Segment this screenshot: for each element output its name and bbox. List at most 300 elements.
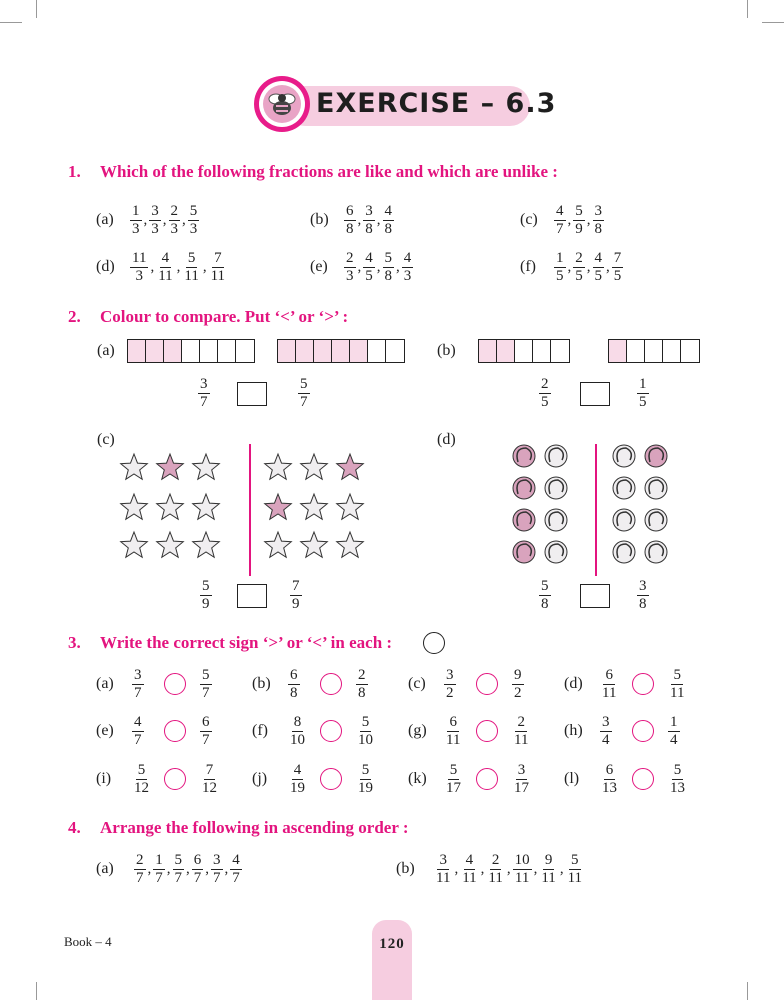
denominator: 7 — [136, 870, 144, 886]
fraction — [434, 852, 452, 887]
denominator: 11 — [514, 732, 529, 748]
fraction-right — [200, 714, 212, 749]
numerator: 3 — [517, 762, 526, 778]
star-shape — [193, 454, 220, 479]
star-shape — [265, 454, 292, 479]
comma-separator: , — [205, 861, 209, 877]
fraction — [344, 250, 356, 285]
denominator: 10 — [290, 732, 305, 748]
question-number: 2. — [68, 307, 81, 326]
star-shape — [121, 532, 148, 557]
star-groups — [110, 440, 380, 580]
numerator: 3 — [213, 852, 221, 868]
fraction — [209, 250, 227, 285]
fraction — [554, 250, 566, 285]
denominator: 11 — [436, 870, 451, 886]
bar-cell[interactable] — [332, 340, 350, 362]
fraction — [192, 852, 204, 887]
fraction — [444, 762, 463, 797]
sign-circle[interactable] — [476, 673, 498, 695]
star-shape — [337, 494, 364, 519]
swirl-shape — [513, 509, 535, 531]
fraction — [363, 203, 375, 238]
fraction — [600, 762, 619, 797]
denominator: 7 — [202, 685, 210, 701]
fraction-right — [356, 667, 368, 702]
fraction — [298, 376, 310, 411]
swirl-shape — [513, 477, 535, 499]
denominator: 7 — [174, 870, 182, 886]
star-shape — [193, 494, 220, 519]
crop-mark — [762, 22, 784, 23]
bar-cell[interactable] — [368, 340, 386, 362]
fraction — [383, 203, 395, 238]
denominator: 7 — [155, 870, 163, 886]
comma-separator: , — [202, 259, 207, 275]
question-number: 1. — [68, 162, 81, 181]
denominator: 8 — [541, 596, 549, 612]
fraction — [149, 203, 161, 238]
answer-box[interactable] — [580, 584, 610, 608]
fraction-left — [132, 714, 144, 749]
sign-circle[interactable] — [632, 768, 654, 790]
item-label: (a) — [96, 211, 114, 228]
denominator: 11 — [158, 268, 173, 284]
numerator: 4 — [161, 250, 170, 266]
fraction — [512, 762, 531, 797]
numerator: 5 — [673, 667, 681, 683]
fraction — [132, 762, 151, 797]
denominator: 7 — [556, 221, 564, 237]
bar-cell[interactable] — [479, 340, 497, 362]
numerator: 5 — [300, 376, 308, 392]
denominator: 9 — [575, 221, 583, 237]
numerator: 4 — [556, 203, 564, 219]
comma-separator: , — [357, 212, 362, 228]
fraction — [288, 714, 307, 749]
numerator: 2 — [517, 714, 525, 730]
fraction-list — [554, 250, 623, 285]
denominator: 11 — [514, 870, 530, 886]
denominator: 2 — [446, 685, 454, 701]
denominator: 5 — [613, 268, 622, 284]
bar-cell[interactable] — [386, 340, 404, 362]
item-label: (d) — [437, 431, 456, 448]
denominator: 11 — [446, 732, 461, 748]
numerator: 3 — [365, 203, 373, 219]
denominator: 8 — [358, 685, 366, 701]
fraction — [132, 714, 144, 749]
item-label: (f) — [252, 722, 268, 739]
sign-circle[interactable] — [164, 720, 186, 742]
fraction-bar[interactable] — [277, 339, 405, 363]
fraction — [573, 203, 585, 238]
fraction — [130, 250, 148, 285]
numerator: 11 — [132, 250, 147, 266]
numerator: 6 — [605, 667, 613, 683]
denominator: 4 — [670, 732, 678, 748]
star-shape — [193, 532, 220, 557]
fraction-right — [200, 762, 219, 797]
numerator: 4 — [232, 852, 240, 868]
bar-cell[interactable] — [146, 340, 164, 362]
fraction — [200, 762, 219, 797]
fraction-left — [132, 667, 144, 702]
denominator: 12 — [202, 780, 217, 796]
bar-cell[interactable] — [645, 340, 663, 362]
comma-separator: , — [559, 861, 564, 877]
fraction — [290, 578, 302, 613]
fraction — [200, 667, 212, 702]
swirl-shape — [545, 509, 567, 531]
fraction-list — [344, 250, 413, 285]
numerator: 4 — [134, 714, 142, 730]
bar-cell[interactable] — [533, 340, 551, 362]
sign-circle[interactable] — [476, 720, 498, 742]
fraction — [230, 852, 242, 887]
item-label: (b) — [252, 675, 271, 692]
comma-separator: , — [376, 212, 381, 228]
denominator: 5 — [594, 268, 602, 284]
fraction-bar[interactable] — [478, 339, 570, 363]
numerator: 4 — [594, 250, 602, 266]
denominator: 5 — [556, 268, 564, 284]
comma-separator: , — [357, 259, 362, 275]
bar-cell[interactable] — [218, 340, 236, 362]
fraction-list — [434, 852, 584, 887]
item-label: (b) — [437, 342, 456, 359]
denominator: 5 — [639, 394, 647, 410]
fraction — [637, 376, 649, 411]
numerator: 6 — [202, 714, 210, 730]
comma-separator: , — [454, 861, 459, 877]
denominator: 3 — [132, 221, 140, 237]
numerator: 5 — [174, 852, 182, 868]
question-text: Which of the following fractions are like and which are unlike : — [100, 162, 558, 181]
numerator: 5 — [137, 762, 146, 778]
denominator: 4 — [602, 732, 610, 748]
denominator: 3 — [151, 221, 159, 237]
denominator: 5 — [365, 268, 373, 284]
bar-cell[interactable] — [497, 340, 515, 362]
item-label: (c) — [97, 431, 115, 448]
denominator: 7 — [200, 394, 208, 410]
fraction — [356, 714, 375, 749]
item-label: (c) — [520, 211, 538, 228]
fraction — [169, 203, 181, 238]
fraction-right — [668, 667, 686, 702]
bar-cell[interactable] — [128, 340, 146, 362]
numerator: 3 — [602, 714, 610, 730]
star-shape — [121, 494, 148, 519]
denominator: 7 — [213, 870, 221, 886]
comma-separator: , — [176, 259, 181, 275]
crop-mark — [36, 982, 37, 1000]
denominator: 11 — [602, 685, 617, 701]
item-label: (g) — [408, 722, 427, 739]
denominator: 11 — [567, 870, 583, 886]
denominator: 10 — [358, 732, 373, 748]
sign-circle[interactable] — [164, 673, 186, 695]
fraction — [288, 762, 307, 797]
fraction-list — [554, 203, 604, 238]
denominator: 8 — [594, 221, 602, 237]
answer-box[interactable] — [237, 584, 267, 608]
denominator: 19 — [290, 780, 305, 796]
comma-separator: , — [224, 861, 229, 877]
fraction-list — [344, 203, 394, 238]
fraction — [200, 714, 212, 749]
star-shape — [157, 494, 184, 519]
comma-separator: , — [586, 259, 591, 275]
fraction-right — [512, 714, 530, 749]
crop-mark — [36, 0, 37, 18]
numerator: 7 — [205, 762, 214, 778]
numerator: 3 — [639, 578, 647, 594]
question-text: Write the correct sign ‘>’ or ‘<’ in each : — [100, 633, 393, 652]
item-label: (l) — [564, 770, 580, 787]
fraction-left — [288, 714, 307, 749]
fraction-right — [512, 762, 531, 797]
swirl-shape — [545, 477, 567, 499]
comma-separator: , — [150, 259, 155, 275]
numerator: 2 — [136, 852, 144, 868]
fraction-bar[interactable] — [608, 339, 700, 363]
denominator: 12 — [134, 780, 149, 796]
numerator: 1 — [155, 852, 163, 868]
denominator: 11 — [210, 268, 226, 284]
item-label: (e) — [310, 258, 328, 275]
sign-circle[interactable] — [164, 768, 186, 790]
fraction-list — [130, 250, 227, 285]
answer-box[interactable] — [580, 382, 610, 406]
denominator: 9 — [292, 596, 300, 612]
page-number: 120 — [379, 936, 405, 952]
book-label: Book – 4 — [64, 934, 112, 949]
numerator: 2 — [491, 852, 500, 868]
fraction-right — [356, 762, 375, 797]
numerator: 3 — [151, 203, 159, 219]
numerator: 2 — [575, 250, 583, 266]
comma-separator: , — [143, 212, 148, 228]
swirl-shape — [613, 541, 635, 563]
fraction-left — [600, 667, 618, 702]
bar-cell[interactable] — [296, 340, 314, 362]
bar-cell[interactable] — [278, 340, 296, 362]
bar-cell[interactable] — [164, 340, 182, 362]
comma-separator: , — [147, 861, 152, 877]
numerator: 1 — [639, 376, 647, 392]
crop-mark — [747, 982, 748, 1000]
comma-separator: , — [606, 259, 610, 275]
fraction-left — [444, 667, 456, 702]
numerator: 6 — [346, 203, 354, 219]
denominator: 7 — [134, 732, 142, 748]
fraction — [593, 203, 605, 238]
swirl-shape — [513, 445, 535, 467]
numerator: 2 — [358, 667, 366, 683]
numerator: 3 — [200, 376, 208, 392]
numerator: 5 — [571, 852, 579, 868]
fraction — [600, 714, 612, 749]
fraction — [612, 250, 624, 285]
numerator: 5 — [361, 762, 370, 778]
fraction — [600, 667, 618, 702]
item-label: (e) — [96, 722, 114, 739]
bar-cell[interactable] — [627, 340, 645, 362]
numerator: 6 — [290, 667, 298, 683]
sign-circle[interactable] — [320, 673, 342, 695]
swirl-shape — [545, 445, 567, 467]
answer-box[interactable] — [237, 382, 267, 406]
fraction — [200, 578, 212, 613]
fraction-left — [132, 762, 151, 797]
denominator: 7 — [134, 685, 142, 701]
denominator: 7 — [193, 870, 202, 886]
numerator: 8 — [293, 714, 302, 730]
swirl-groups — [500, 440, 690, 580]
denominator: 13 — [670, 780, 685, 796]
numerator: 5 — [361, 714, 370, 730]
item-label: (f) — [520, 258, 536, 275]
fraction — [132, 667, 144, 702]
numerator: 2 — [346, 250, 354, 266]
star-shape — [265, 532, 292, 557]
sign-circle[interactable] — [476, 768, 498, 790]
fraction — [554, 203, 566, 238]
item-label: (h) — [564, 722, 583, 739]
denominator: 9 — [202, 596, 210, 612]
item-label: (j) — [252, 770, 268, 787]
numerator: 7 — [292, 578, 300, 594]
denominator: 19 — [358, 780, 373, 796]
fraction — [486, 852, 504, 887]
swirl-shape — [645, 445, 667, 467]
numerator: 4 — [365, 250, 373, 266]
bar-cell[interactable] — [200, 340, 218, 362]
fraction — [593, 250, 605, 285]
denominator: 17 — [514, 780, 529, 796]
numerator: 10 — [514, 852, 530, 868]
bar-cell[interactable] — [350, 340, 368, 362]
numerator: 2 — [541, 376, 549, 392]
fraction-bar[interactable] — [127, 339, 255, 363]
question-text: Arrange the following in ascending order : — [100, 818, 409, 837]
numerator: 6 — [605, 762, 614, 778]
bar-cell[interactable] — [236, 340, 254, 362]
numerator: 1 — [132, 203, 140, 219]
fraction — [153, 852, 165, 887]
swirl-shape — [545, 541, 567, 563]
fraction-left — [288, 667, 300, 702]
denominator: 3 — [189, 221, 198, 237]
bar-cell[interactable] — [182, 340, 200, 362]
comma-separator: , — [182, 212, 186, 228]
star-shape — [301, 494, 328, 519]
bar-cell[interactable] — [681, 340, 699, 362]
item-label: (b) — [310, 211, 329, 228]
fraction — [444, 667, 456, 702]
denominator: 5 — [575, 268, 583, 284]
fraction — [566, 852, 584, 887]
fraction — [460, 852, 478, 887]
denominator: 11 — [670, 685, 685, 701]
bar-cell[interactable] — [515, 340, 533, 362]
item-label: (k) — [408, 770, 427, 787]
fraction-left — [600, 762, 619, 797]
fraction-list — [134, 852, 242, 887]
denominator: 8 — [384, 221, 392, 237]
numerator: 3 — [134, 667, 142, 683]
numerator: 4 — [384, 203, 392, 219]
denominator: 11 — [541, 870, 556, 886]
fraction — [356, 762, 375, 797]
bar-cell[interactable] — [663, 340, 681, 362]
fraction-left — [444, 762, 463, 797]
bar-cell[interactable] — [551, 340, 569, 362]
denominator: 3 — [170, 221, 178, 237]
sign-circle[interactable] — [320, 768, 342, 790]
fraction — [513, 852, 532, 887]
item-label: (a) — [97, 342, 115, 359]
denominator: 11 — [184, 268, 199, 284]
denominator: 5 — [541, 394, 549, 410]
numerator: 7 — [214, 250, 222, 266]
crop-mark — [0, 22, 22, 23]
swirl-shape — [613, 477, 635, 499]
denominator: 13 — [602, 780, 617, 796]
crop-mark — [747, 0, 748, 18]
sign-circle-example — [423, 632, 445, 654]
swirl-shape — [645, 509, 667, 531]
fraction-right — [512, 667, 524, 702]
fraction — [356, 667, 368, 702]
fraction — [512, 667, 524, 702]
star-shape — [265, 494, 292, 519]
sign-circle[interactable] — [320, 720, 342, 742]
star-shape — [301, 454, 328, 479]
bar-cell[interactable] — [314, 340, 332, 362]
item-label: (a) — [96, 675, 114, 692]
fraction — [156, 250, 174, 285]
comma-separator: , — [567, 259, 572, 275]
page-number-tab — [372, 920, 412, 1000]
comma-separator: , — [506, 861, 511, 877]
item-label: (i) — [96, 770, 112, 787]
fraction-right — [668, 762, 687, 797]
denominator: 8 — [365, 221, 373, 237]
comma-separator: , — [186, 861, 190, 877]
question-text: Colour to compare. Put ‘<’ or ‘>’ : — [100, 307, 349, 326]
sign-circle[interactable] — [632, 720, 654, 742]
item-label: (a) — [96, 860, 114, 877]
numerator: 2 — [170, 203, 178, 219]
fraction — [668, 762, 687, 797]
fraction — [130, 203, 142, 238]
denominator: 11 — [488, 870, 503, 886]
comma-separator: , — [162, 212, 167, 228]
denominator: 7 — [202, 732, 210, 748]
denominator: 3 — [403, 268, 412, 284]
fraction — [211, 852, 223, 887]
fraction — [402, 250, 414, 285]
bar-cell[interactable] — [609, 340, 627, 362]
numerator: 5 — [673, 762, 682, 778]
fraction — [539, 852, 557, 887]
fraction — [512, 714, 530, 749]
numerator: 5 — [202, 667, 210, 683]
sign-circle[interactable] — [632, 673, 654, 695]
